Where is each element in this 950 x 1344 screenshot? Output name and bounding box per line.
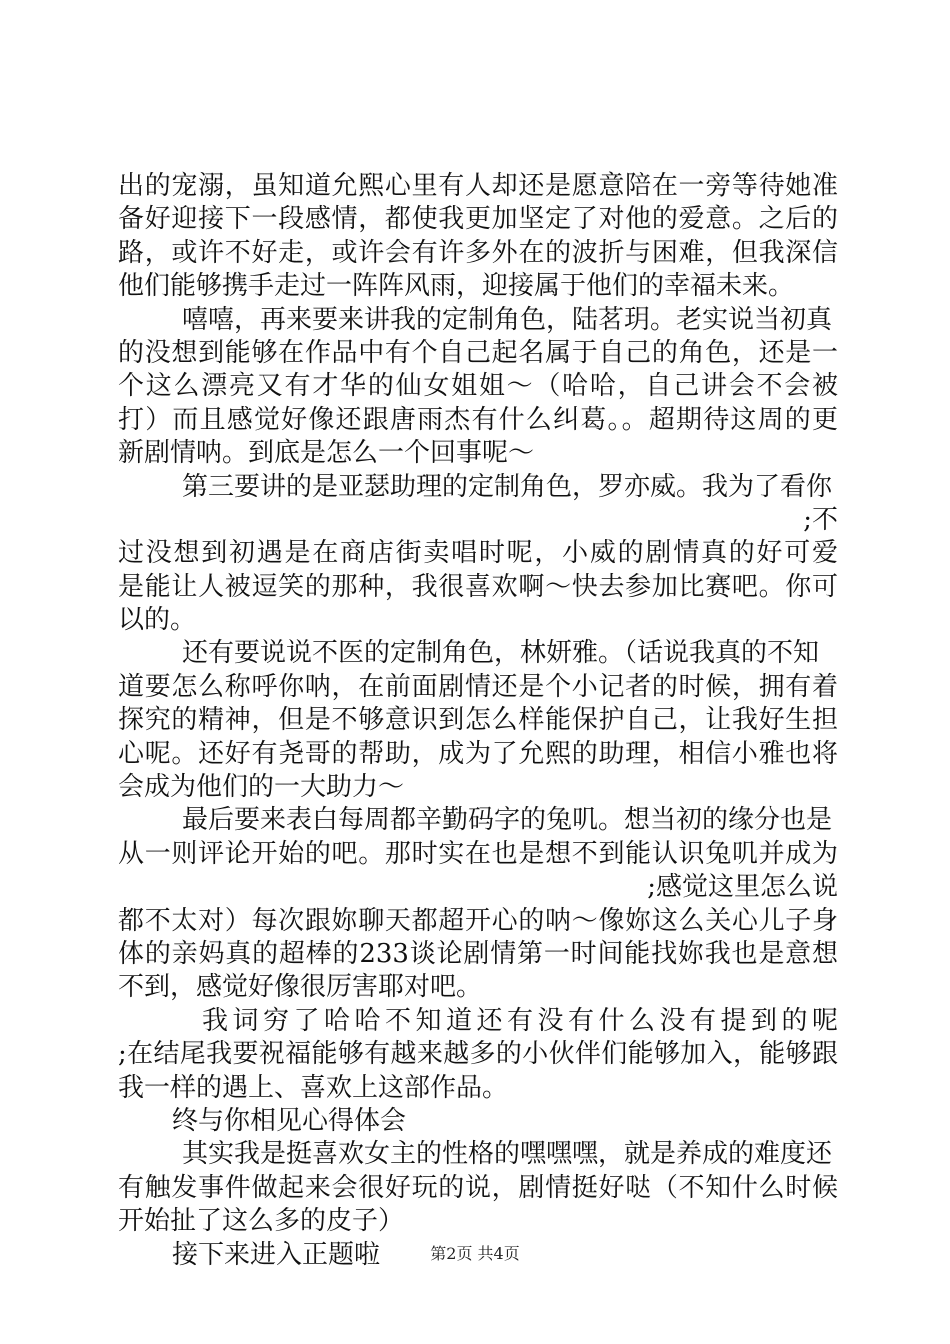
section-heading: 终与你相见心得体会 — [172, 1105, 407, 1136]
text-line: 打）而且感觉好像还跟唐雨杰有什么纠葛。。超期待这周的更 — [118, 404, 838, 435]
text-line: 以的。 — [118, 605, 197, 636]
text-fragment: ;感觉这里怎么说 — [647, 872, 838, 903]
text-line: 路，或许不好走，或许会有许多外在的波折与困难，但我深信 — [118, 237, 838, 268]
text-line: 过没想到初遇是在商店街卖唱时呢，小威的剧情真的好可爱 — [118, 538, 838, 569]
text-line: 第三要讲的是亚瑟助理的定制角色，罗亦威。我为了看你 — [182, 471, 833, 502]
text-line: 的没想到能够在作品中有个自己起名属于自己的角色，还是一 — [118, 337, 838, 368]
text-line: 心呢。还好有尧哥的帮助，成为了允熙的助理，相信小雅也将 — [118, 738, 838, 769]
text-line: 我一样的遇上、喜欢上这部作品。 — [118, 1072, 509, 1103]
text-line: 从一则评论开始的吧。那时实在也是想不到能认识兔叽并成为 — [118, 838, 838, 869]
text-line — [118, 504, 838, 537]
text-line: 他们能够携手走过一阵阵风雨，迎接属于他们的幸福未来。 — [118, 271, 795, 302]
text-line: 还有要说说不医的定制角色，林妍雅。（话说我真的不知 — [182, 638, 820, 669]
text-line: 备好迎接下一段感情，都使我更加坚定了对他的爱意。之后的 — [118, 204, 838, 235]
text-line: 不到，感觉好像很厉害耶对吧。 — [118, 972, 483, 1003]
text-line: 开始扯了这么多的皮子） — [118, 1206, 405, 1237]
text-line: 嘻嘻，再来要来讲我的定制角色，陆茗玥。老实说当初真 — [182, 304, 833, 335]
text-fragment: ;不 — [803, 504, 838, 535]
text-line: 新剧情呐。到底是怎么一个回事呢～ — [118, 438, 535, 469]
text-line: ;在结尾我要祝福能够有越来越多的小伙伴们能够加入，能够跟 — [118, 1039, 838, 1070]
text-line: 是能让人被逗笑的那种，我很喜欢啊～快去参加比赛吧。你可 — [118, 571, 838, 602]
text-line: 都不太对）每次跟妳聊天都超开心的呐～像妳这么关心儿子身 — [118, 905, 838, 936]
document-body — [118, 170, 838, 1272]
text-line — [118, 871, 838, 904]
text-line: 我词穷了哈哈不知道还有没有什么没有提到的呢 — [202, 1005, 838, 1036]
page-number-footer: 第2页 共4页 — [430, 1244, 520, 1263]
text-line: 其实我是挺喜欢女主的性格的嘿嘿嘿，就是养成的难度还 — [182, 1139, 833, 1170]
text-line: 最后要来表白每周都辛勤码字的兔叽。想当初的缘分也是 — [182, 805, 833, 836]
text-line: 体的亲妈真的超棒的233谈论剧情第一时间能找妳我也是意想 — [118, 938, 838, 969]
text-line: 探究的精神，但是不够意识到怎么样能保护自己，让我好生担 — [118, 705, 838, 736]
text-line: 会成为他们的一大助力～ — [118, 772, 405, 803]
text-line: 道要怎么称呼你呐，在前面剧情还是个小记者的时候，拥有着 — [118, 671, 838, 702]
text-line: 出的宠溺，虽知道允熙心里有人却还是愿意陪在一旁等待她准 — [118, 171, 838, 201]
text-line: 个这么漂亮又有才华的仙女姐姐～（哈哈，自己讲会不会被 — [118, 371, 838, 402]
text-line: 有触发事件做起来会很好玩的说，剧情挺好哒（不知什么时候 — [118, 1172, 838, 1203]
text-line: 接下来进入正题啦 — [172, 1239, 381, 1270]
